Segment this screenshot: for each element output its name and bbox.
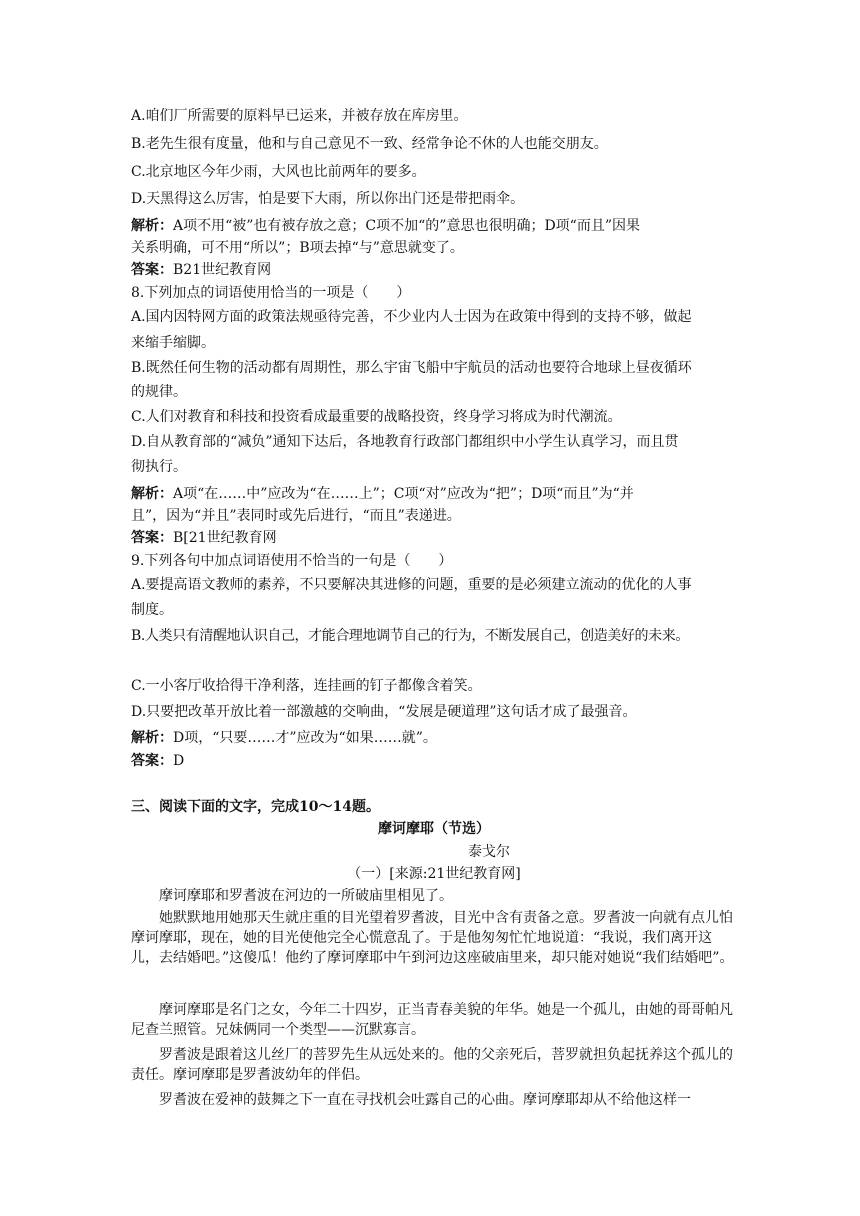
q8-option-c: C.人们对教育和科技和投资看成最重要的战略投资，终身学习将成为时代潮流。 (131, 409, 622, 425)
passage-paragraph-4: 罗耆波是跟着这儿丝厂的菩罗先生从远处来的。他的父亲死后，菩罗就担负起抚养这个孤儿的责任。摩诃摩耶是罗耆波幼年的伴侣。 (131, 1047, 733, 1083)
q7-option-a: A.咱们厂所需要的原料早已运来，并被存放在库房里。 (131, 108, 468, 124)
q9-option-b: B.人类只有清醒地认识自己，才能合理地调节自己的行为，不断发展自己，创造美好的未来。 (131, 628, 689, 644)
q8-option-b-line2: 的规律。 (131, 384, 187, 400)
q8-answer: 答案：B[21世纪教育网 (131, 530, 277, 546)
passage-part: （一）[来源:21世纪教育网] (347, 866, 521, 882)
q7-option-b: B.老先生很有度量，他和与自己意见不一致、经常争论不休的人也能交朋友。 (131, 136, 608, 152)
passage-paragraph-5: 罗耆波在爱神的鼓舞之下一直在寻找机会吐露自己的心曲。摩诃摩耶却从不给他这样一 (159, 1092, 691, 1108)
passage-paragraph-2: 她默默地用她那天生就庄重的目光望着罗耆波，目光中含有责备之意。罗耆波一向就有点儿怕摩诃摩耶，现在，她的目光使他完全心慌意乱了。于是他匆匆忙忙地说道：“我说，我们离开这儿，去结婚吧。”这傻瓜！他约了摩诃摩耶中午到河边这座破庙里来，却只能对她说“我们结婚吧”。 (131, 910, 734, 966)
q8-option-a-line1: A.国内因特网方面的政策法规亟待完善，不少业内人士因为在政策中得到的支持不够，做起 (131, 309, 692, 325)
analysis-label: 解析： (131, 218, 173, 234)
passage-paragraph-3: 摩诃摩耶是名门之女，今年二十四岁，正当青春美貌的年华。她是一个孤儿，由她的哥哥帕凡尼查兰照管。兄妹俩同一个类型——沉默寡言。 (131, 1002, 733, 1038)
q7-analysis-line1: 解析：A项不用“被”也有被存放之意；C项不加“的”意思也很明确；D项“而且”因果 (131, 218, 640, 234)
q8-analysis-line1: 解析：A项“在……中”应改为“在……上”；C项“对”应改为“把”；D项“而且”为“并 (131, 486, 634, 502)
q7-option-d: D.天黑得这么厉害，怕是要下大雨，所以你出门还是带把雨伞。 (131, 191, 525, 207)
q9-option-d: D.只要把改革开放比着一部激越的交响曲，“发展是硬道理”这句话才成了最强音。 (131, 704, 637, 720)
q7-answer: 答案：B21世纪教育网 (131, 262, 272, 278)
q9-option-a-line1: A.要提高语文教师的素养，不只要解决其进修的问题，重要的是必须建立流动的优化的人事 (131, 577, 692, 593)
q9-option-a-line2: 制度。 (131, 602, 173, 618)
q8-analysis-line2: 且”，因为“并且”表同时或先后进行，“而且”表递进。 (131, 508, 461, 524)
q8-option-a-line2: 来缩手缩脚。 (131, 335, 215, 351)
q7-analysis-line2: 关系明确，可不用“所以”；B项去掉“与”意思就变了。 (131, 240, 464, 256)
q8-option-b-line1: B.既然任何生物的活动都有周期性，那么宇宙飞船中宇航员的活动也要符合地球上昼夜循环 (131, 360, 692, 376)
answer-label: 答案： (131, 262, 173, 278)
section-heading: 三、阅读下面的文字，完成10～14题。 (131, 799, 380, 815)
q9-option-c: C.一小客厅收拾得干净利落，连挂画的钉子都像含着笑。 (131, 678, 482, 694)
q9-stem: 9.下列各句中加点词语使用不恰当的一句是（ ） (131, 553, 453, 569)
q8-option-d-line2: 彻执行。 (131, 459, 187, 475)
passage-author: 泰戈尔 (468, 844, 510, 860)
q7-option-c: C.北京地区今年少雨，大风也比前两年的要多。 (131, 164, 426, 180)
q8-stem: 8.下列加点的词语使用恰当的一项是（ ） (131, 285, 411, 301)
passage-title: 摩诃摩耶（节选） (378, 821, 490, 837)
q9-analysis: 解析：D项，“只要……才”应改为“如果……就”。 (131, 730, 437, 746)
q9-answer: 答案：D (131, 753, 185, 769)
q8-option-d-line1: D.自从教育部的“减负”通知下达后，各地教育行政部门都组织中小学生认真学习，而且贯 (131, 434, 679, 450)
passage-paragraph-1: 摩诃摩耶和罗耆波在河边的一所破庙里相见了。 (159, 888, 453, 904)
